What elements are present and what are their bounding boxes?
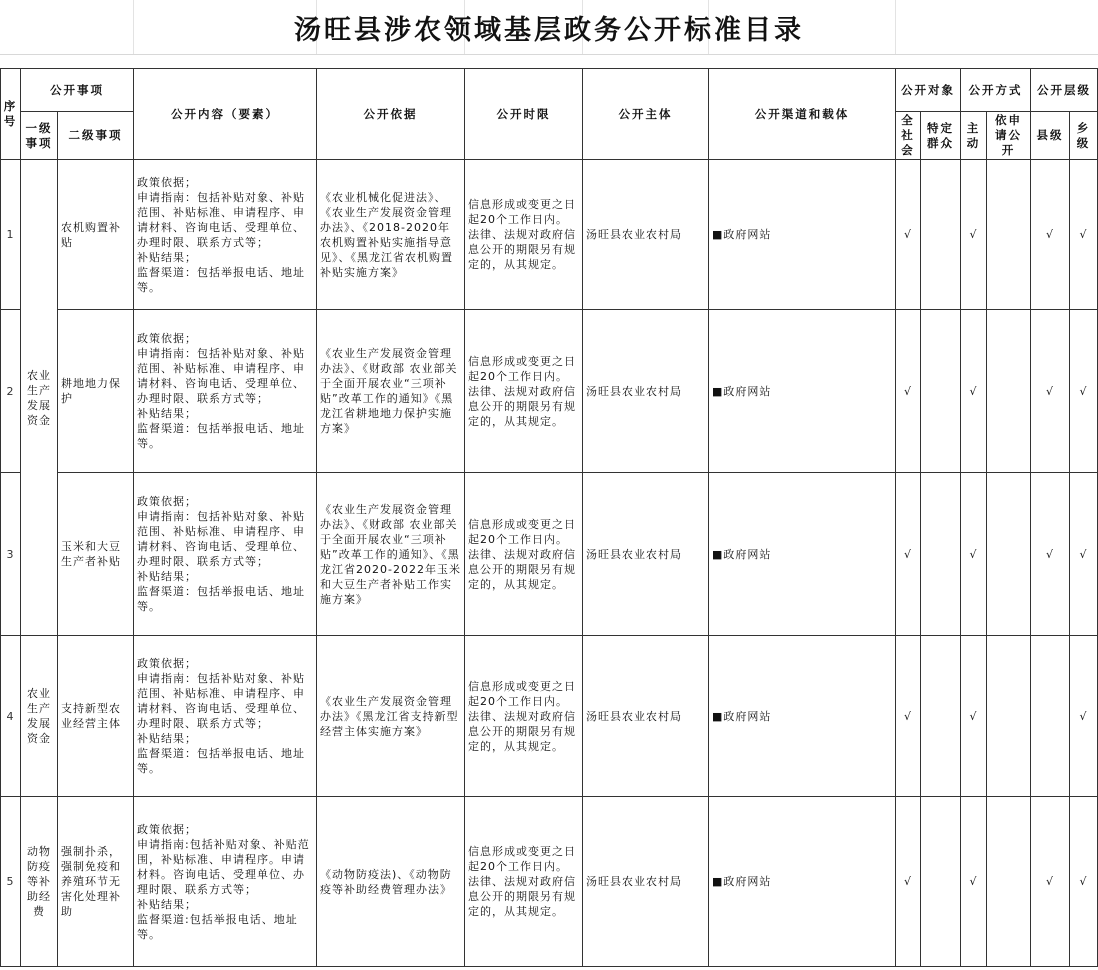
check-specific	[921, 473, 961, 636]
content-cell	[134, 636, 317, 797]
row-number: 1	[1, 160, 21, 310]
content-cell	[134, 310, 317, 473]
content-cell	[134, 473, 317, 636]
check-active: √	[961, 310, 987, 473]
row-number: 4	[1, 636, 21, 797]
check-town: √	[1070, 473, 1098, 636]
header-tier: 公开层级	[1031, 69, 1098, 112]
subject-cell: 汤旺县农业农村局	[583, 160, 709, 310]
level2-item: 玉米和大豆生产者补贴	[58, 473, 134, 636]
header-method-request: 依申请公开	[987, 112, 1031, 160]
check-request	[987, 310, 1031, 473]
table-row	[1, 473, 1098, 636]
check-request	[987, 160, 1031, 310]
channel-cell: ■政府网站	[709, 310, 896, 473]
content-line: 监督渠道：包括举报电话、地址等。	[137, 265, 305, 294]
subject-cell: 汤旺县农业农村局	[583, 797, 709, 967]
content-line: 申请指南：包括补贴对象、补贴范围、补贴标准、申请程序、申请材料、咨询电话、受理单位、办理时限、联系方式等；	[137, 190, 305, 249]
check-all: √	[896, 797, 921, 967]
basis-cell: 《动物防疫法)、《动物防疫等补助经费管理办法》	[317, 797, 465, 967]
check-specific	[921, 310, 961, 473]
check-specific	[921, 636, 961, 797]
check-specific	[921, 797, 961, 967]
check-county: √	[1031, 473, 1070, 636]
header-deadline: 公开时限	[465, 69, 583, 160]
header-items: 公开事项	[21, 69, 134, 112]
content-line: 补贴结果；	[137, 570, 197, 583]
check-all: √	[896, 310, 921, 473]
check-active: √	[961, 636, 987, 797]
deadline-cell: 信息形成或变更之日起20个工作日内。法律、法规对政府信息公开的期限另有规定的，从其规定。	[465, 797, 583, 967]
basis-cell: 《农业生产发展资金管理办法》《黑龙江省支持新型经营主体实施方案》	[317, 636, 465, 797]
content-line: 补贴结果；	[137, 407, 197, 420]
header-level1: 一级事项	[21, 112, 58, 160]
table-row	[1, 636, 1098, 797]
channel-cell: ■政府网站	[709, 636, 896, 797]
check-county	[1031, 636, 1070, 797]
row-number: 3	[1, 473, 21, 636]
content-line: 政策依据；	[137, 822, 197, 836]
page-title: 汤旺县涉农领域基层政务公开标准目录	[294, 15, 804, 46]
level2-item: 农机购置补贴	[58, 160, 134, 310]
check-county: √	[1031, 797, 1070, 967]
header-target-all: 全社会	[896, 112, 921, 160]
check-request	[987, 636, 1031, 797]
level1-item: 动物防疫等补助经费	[21, 797, 58, 967]
header-basis: 公开依据	[317, 69, 465, 160]
header-target-specific: 特定群众	[921, 112, 961, 160]
content-line: 政策依据；	[137, 495, 197, 508]
channel-cell: ■政府网站	[709, 160, 896, 310]
content-line: 政策依据；	[137, 657, 197, 670]
row-number: 2	[1, 310, 21, 473]
spacer-row	[0, 54, 1098, 69]
content-line: 申请指南：包括补贴对象、补贴范围、补贴标准、申请程序、申请材料、咨询电话、受理单位、办理时限、联系方式等；	[137, 510, 305, 568]
basis-cell: 《农业生产发展资金管理办法》、《财政部 农业部关于全面开展农业“三项补贴”改革工作的通知》《黑龙江省耕地地力保护实施方案》	[317, 310, 465, 473]
content-line: 监督渠道：包括举报电话、地址等。	[137, 422, 305, 450]
table-row	[1, 160, 1098, 310]
catalog-table	[0, 68, 1098, 967]
check-county: √	[1031, 160, 1070, 310]
table-row	[1, 310, 1098, 473]
check-active: √	[961, 473, 987, 636]
content-line: 政策依据；	[137, 332, 197, 345]
content-line: 补贴结果；	[137, 250, 197, 264]
check-all: √	[896, 160, 921, 310]
check-active: √	[961, 797, 987, 967]
check-town: √	[1070, 636, 1098, 797]
header-subject: 公开主体	[583, 69, 709, 160]
content-line: 申请指南:包括补贴对象、补贴范围，补贴标准、申请程序。申请材料。咨询电话、受理单位、办理时限、联系方式等；	[137, 837, 310, 896]
level1-item: 农业生产发展资金	[21, 160, 58, 636]
level2-item: 耕地地力保护	[58, 310, 134, 473]
header-channel: 公开渠道和载体	[709, 69, 896, 160]
row-number: 5	[1, 797, 21, 967]
check-town: √	[1070, 797, 1098, 967]
deadline-cell: 信息形成或变更之日起20个工作日内。法律、法规对政府信息公开的期限另有规定的，从其规定。	[465, 636, 583, 797]
check-county: √	[1031, 310, 1070, 473]
header-content: 公开内容（要素）	[134, 69, 317, 160]
check-all: √	[896, 473, 921, 636]
subject-cell: 汤旺县农业农村局	[583, 473, 709, 636]
basis-cell: 《农业机械化促进法》、《农业生产发展资金管理办法》、《2018-2020年农机购置补贴实施指导意见》、《黑龙江省农机购置补贴实施方案》	[317, 160, 465, 310]
header-target: 公开对象	[896, 69, 961, 112]
channel-cell: ■政府网站	[709, 473, 896, 636]
check-request	[987, 797, 1031, 967]
content-cell	[134, 797, 317, 967]
content-line: 监督渠道:包括举报电话、地址等。	[137, 912, 298, 941]
check-town: √	[1070, 310, 1098, 473]
subject-cell: 汤旺县农业农村局	[583, 636, 709, 797]
content-line: 补贴结果；	[137, 732, 197, 745]
subject-cell: 汤旺县农业农村局	[583, 310, 709, 473]
content-cell	[134, 160, 317, 310]
check-all: √	[896, 636, 921, 797]
content-line: 申请指南：包括补贴对象、补贴范围、补贴标准、申请程序、申请材料、咨询电话、受理单位、办理时限、联系方式等；	[137, 347, 305, 405]
basis-cell: 《农业生产发展资金管理办法》、《财政部 农业部关于全面开展农业“三项补贴”改革工作的通知》、《黑龙江省2020-2022年玉米和大豆生产者补贴工作实施方案》	[317, 473, 465, 636]
level1-item: 农业生产发展资金	[21, 636, 58, 797]
content-line: 政策依据；	[137, 175, 197, 189]
content-line: 监督渠道：包括举报电话、地址等。	[137, 747, 305, 775]
title-row	[0, 0, 1098, 55]
check-town: √	[1070, 160, 1098, 310]
deadline-cell: 信息形成或变更之日起20个工作日内。法律、法规对政府信息公开的期限另有规定的，从其规定。	[465, 473, 583, 636]
level2-item: 支持新型农业经营主体	[58, 636, 134, 797]
check-request	[987, 473, 1031, 636]
header-seq: 序号	[1, 69, 21, 160]
header-method-active: 主动	[961, 112, 987, 160]
content-line: 监督渠道：包括举报电话、地址等。	[137, 585, 305, 613]
check-specific	[921, 160, 961, 310]
level2-item: 强制扑杀，强制免疫和养殖环节无害化处理补助	[58, 797, 134, 967]
header-method: 公开方式	[961, 69, 1031, 112]
content-line: 申请指南：包括补贴对象、补贴范围、补贴标准、申请程序、申请材料、咨询电话、受理单位、办理时限、联系方式等；	[137, 672, 305, 730]
deadline-cell: 信息形成或变更之日起20个工作日内。法律、法规对政府信息公开的期限另有规定的，从其规定。	[465, 160, 583, 310]
header-tier-town: 乡级	[1070, 112, 1098, 160]
channel-cell: ■政府网站	[709, 797, 896, 967]
content-line: 补贴结果；	[137, 897, 197, 911]
check-active: √	[961, 160, 987, 310]
header-tier-county: 县级	[1031, 112, 1070, 160]
table-row	[1, 797, 1098, 967]
deadline-cell: 信息形成或变更之日起20个工作日内。法律、法规对政府信息公开的期限另有规定的，从其规定。	[465, 310, 583, 473]
header-level2: 二级事项	[58, 112, 134, 160]
